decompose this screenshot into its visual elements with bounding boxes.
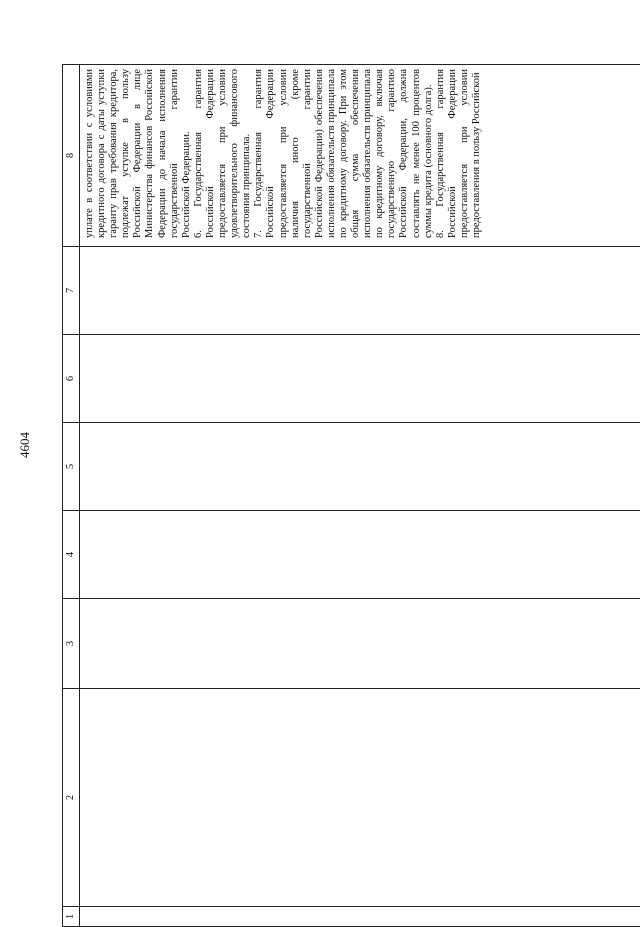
cell-col-4 xyxy=(80,511,640,599)
column-header-2: 2 xyxy=(63,689,80,907)
column-header-5: 5 xyxy=(63,423,80,511)
column-header-1: 1 xyxy=(63,907,80,927)
cell-col-5 xyxy=(80,423,640,511)
cell-col-7 xyxy=(80,247,640,335)
column-header-6: 6 xyxy=(63,335,80,423)
table-header-row xyxy=(63,65,80,927)
paragraph-8: 8. Государственная гарантия Российской Федерации предоставляется при условии предоставления в пользу Российской xyxy=(435,69,483,238)
cell-col-2 xyxy=(80,689,640,907)
rotated-table-page xyxy=(62,31,640,927)
paragraph-6: 6. Государственная гарантия Российской Федерации предоставляется при условии удовлетворительного финансового состояния принципала. xyxy=(193,69,253,238)
paragraph-7: 7. Государственная гарантия Российской Федерации предоставляется при условии наличия иного (кроме государственной гарантии Российской Федерации) обеспечения исполнения обязательств принципала по кредитному договору. При этом общая сумма обеспечения исполнения обязательств принципала по кредитному договору, включая государственную гарантию Российской Федерации, должна составлять не менее 100 процентов суммы кредита (основного долга). xyxy=(253,69,434,238)
column-header-3: 3 xyxy=(63,599,80,689)
cell-col-1 xyxy=(80,907,640,927)
document-table xyxy=(62,64,640,927)
paragraph-continuation: уплате в соответствии с условиями кредитного договора с даты уступки гаранту прав требования кредитора, подлежат уступке в пользу Российской Федерации в лице Министерства финансов Российской Федерации до начала исполнения государственной гарантии Российской Федерации. xyxy=(84,69,193,238)
table-row xyxy=(80,65,640,927)
column-header-4: 4 xyxy=(63,511,80,599)
column-header-7: 7 xyxy=(63,247,80,335)
cell-col-6 xyxy=(80,335,640,423)
cell-col-3 xyxy=(80,599,640,689)
page-number: 4604 xyxy=(18,432,31,458)
cell-col-8 xyxy=(80,65,640,247)
column-header-8: 8 xyxy=(63,65,80,247)
